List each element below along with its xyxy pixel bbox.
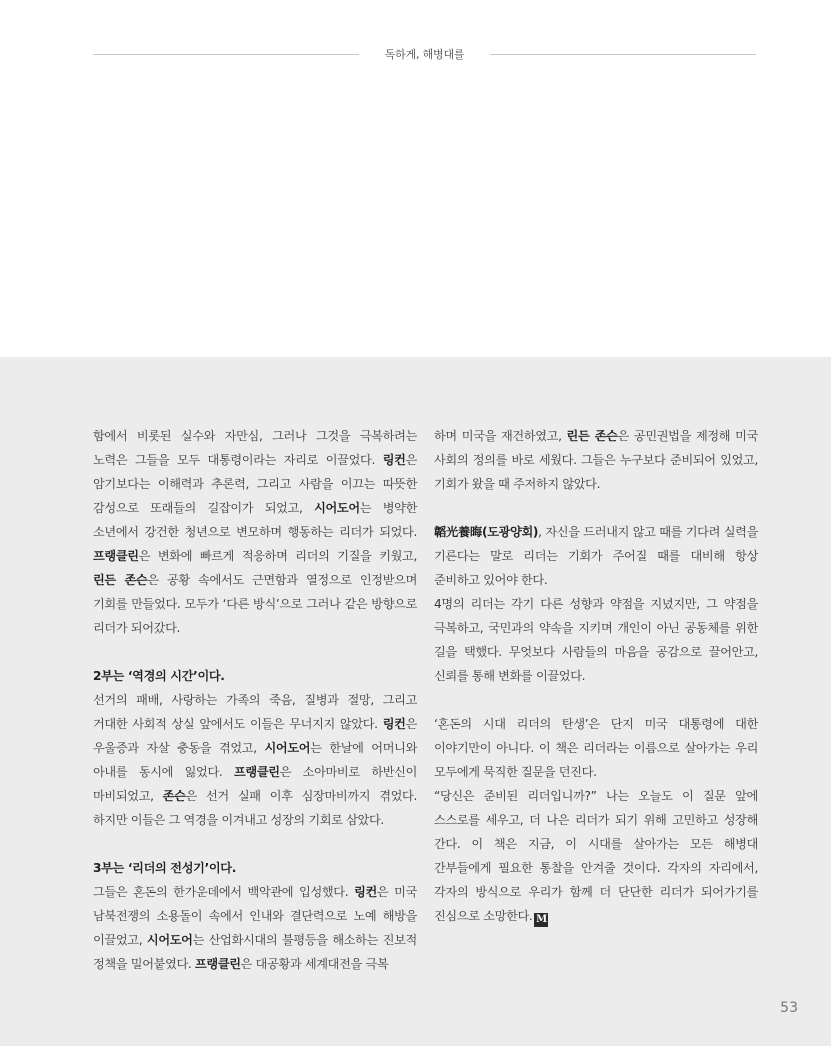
text-run: 은 공황 속에서도 근면함과 열정으로 인정받으며 기회를 만들었다. 모두가 ‘다른 방식’으로 그러나 같은 방향으로 리더가 되어갔다. <box>93 573 417 635</box>
text-run: 은 소아마비로 하반신이 마비되었고, <box>93 765 418 803</box>
bold-name: 시어도어 <box>314 501 360 515</box>
text-run: 은 암기보다는 이해력과 추론력, 그리고 사람을 이끄는 따뜻한 감성으로 또래들의 길잡이가 되었고, <box>93 453 417 515</box>
bold-idiom: 韜光養晦(도광양회) <box>434 525 539 539</box>
text-run: , 자신을 드러내지 않고 때를 기다려 실력을 기른다는 말로 리더는 기회가 주어질 때를 대비해 항상 준비하고 있어야 한다. <box>434 525 758 587</box>
bold-name: 존슨 <box>162 789 186 803</box>
section-heading: 2부는 ‘역경의 시간’이다. <box>93 669 225 683</box>
paragraph <box>93 688 417 832</box>
text-run: 선거의 패배, 사랑하는 가족의 죽음, 질병과 절망, 그리고 거대한 사회적 상실 앞에서도 이들은 무너지지 않았다. <box>93 693 417 731</box>
text-run: 함에서 비롯된 실수와 자만심, 그러나 그것을 극복하려는 노력은 그들을 모두 대통령이라는 자리로 이끌었다. <box>93 429 417 467</box>
text-run: 은 우울증과 자살 충동을 겪었고, <box>93 717 417 755</box>
header-rule-right <box>490 54 756 55</box>
right-column <box>434 424 758 928</box>
paragraph <box>434 520 758 592</box>
bold-name: 시어도어 <box>146 933 193 947</box>
paragraph <box>93 424 417 640</box>
paragraph <box>434 784 758 928</box>
text-run: 은 변화에 빠르게 적응하며 리더의 기질을 키웠고, <box>138 549 417 563</box>
bold-name: 링컨 <box>382 717 406 731</box>
paragraph: 4명의 리더는 각기 다른 성향과 약점을 지녔지만, 그 약점을 극복하고, 국민과의 약속을 지키며 개인이 아닌 공동체를 위한 길을 택했다. 무엇보다 사람들의 마음을 공감으로 끌어안고, 신뢰를 통해 변화를 이끌었다. <box>434 597 758 683</box>
text-run: “당신은 준비된 리더입니까?” 나는 오늘도 이 질문 앞에 스스로를 세우고, 더 나은 리더가 되기 위해 고민하고 성장해 간다. 이 책은 지금, 이 시대를 살아가는 모든 해병대 간부들에게 필요한 통찰을 안겨줄 것이다. 각자의 자리에서, 각자의 방식으로 우리가 함께 더 단단한 리더가 되어가기를 진심으로 소망한다. <box>434 789 758 923</box>
text-run: 는 산업화시대의 불평등을 해소하는 진보적 정책을 밀어붙였다. <box>93 933 417 971</box>
paragraph: ‘혼돈의 시대 리더의 탄생’은 단지 미국 대통령에 대한 이야기만이 아니다. 이 책은 리더라는 이름으로 살아가는 우리 모두에게 묵직한 질문을 던진다. <box>434 717 758 779</box>
text-run: 은 대공황과 세계대전을 극복 <box>240 957 389 971</box>
bold-name: 린든 존슨 <box>93 573 148 587</box>
text-run: 그들은 혼돈의 한가운데에서 백악관에 입성했다. <box>93 885 355 899</box>
bold-name: 프랭클린 <box>233 765 280 779</box>
text-run: 은 미국 남북전쟁의 소용돌이 속에서 인내와 결단력으로 노예 해방을 이끌었고, <box>93 885 418 947</box>
end-mark-icon: M <box>536 914 547 925</box>
text-run: 는 병약한 소년에서 강건한 청년으로 변모하며 행동하는 리더가 되었다. <box>93 501 418 539</box>
page-number: 53 <box>780 1000 798 1016</box>
bold-name: 프랭클린 <box>93 549 139 563</box>
bold-name: 링컨 <box>382 453 406 467</box>
bold-name: 링컨 <box>354 885 377 899</box>
bold-name: 시어도어 <box>264 741 311 755</box>
bold-name: 린든 존슨 <box>566 429 618 443</box>
header-title: 독하게, 해병대를 <box>384 48 465 61</box>
section-heading: 3부는 ‘리더의 전성기’이다. <box>93 861 236 875</box>
text-run: 하며 미국을 재건하였고, <box>434 429 567 443</box>
left-column <box>93 424 417 976</box>
bold-name: 프랭클린 <box>194 957 241 971</box>
header-rule-left <box>93 54 359 55</box>
text-run: 는 한날에 어머니와 아내를 동시에 잃었다. <box>93 741 417 779</box>
text-run: 은 선거 실패 이후 심장마비까지 겪었다. 하지만 이들은 그 역경을 이겨내고 성장의 기회로 삼았다. <box>93 789 417 827</box>
paragraph <box>93 880 417 976</box>
running-header <box>93 44 756 64</box>
text-run: 은 공민권법을 제정해 미국 사회의 정의를 바로 세웠다. 그들은 누구보다 준비되어 있었고, 기회가 왔을 때 주저하지 않았다. <box>434 429 758 491</box>
paragraph <box>434 424 758 496</box>
